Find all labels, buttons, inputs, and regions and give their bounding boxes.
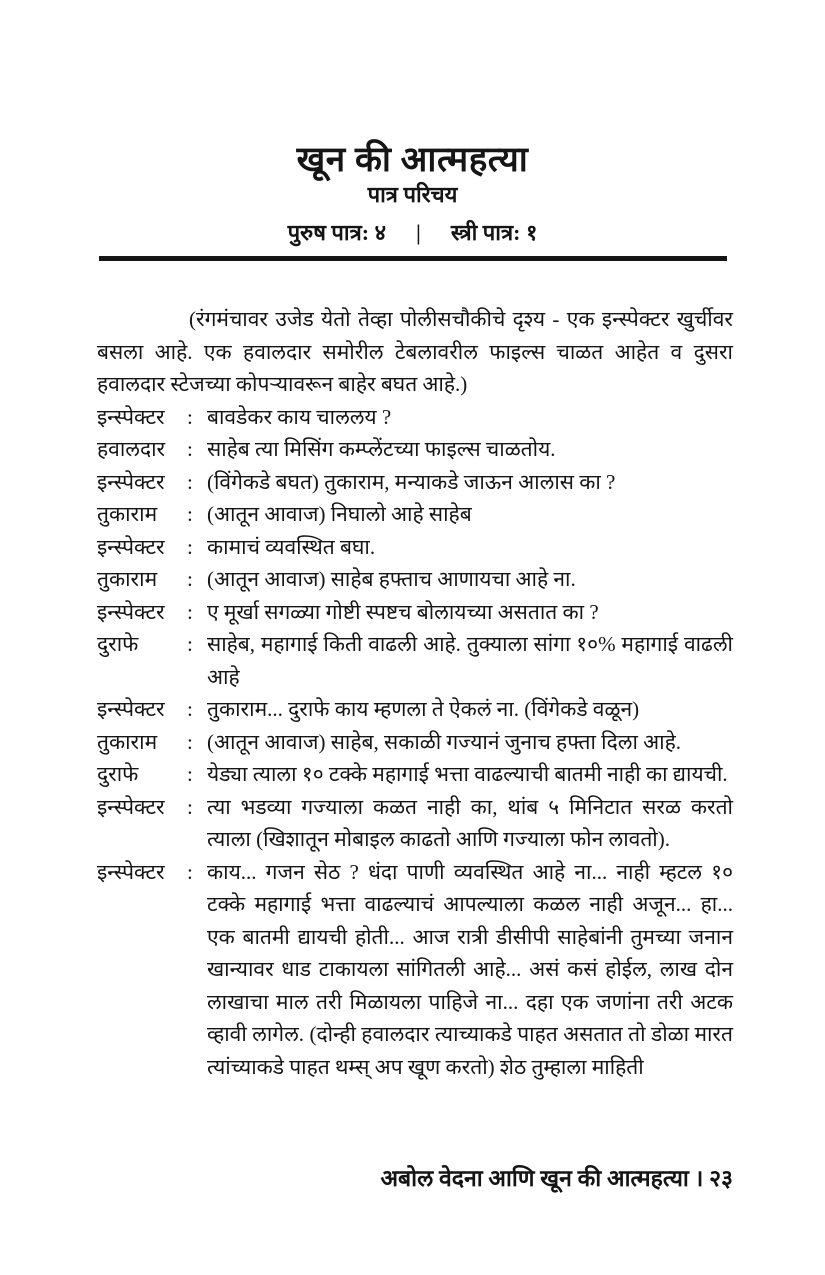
speaker-colon: : [187,697,193,721]
dialog-line [97,856,733,1084]
speech-text: तुकाराम... दुराफे काय म्हणला ते ऐकलं ना. (विंगेकडे वळून) [207,697,640,721]
speaker-name: इन्स्पेक्टर [97,599,165,624]
speech-text: काय... गजन सेठ ? धंदा पाणी व्यवस्थित आहे ना... नाही म्हटल १० टक्के महागाई भत्ता वाढल्याचं आपल्याला कळल नाही अजून... हा... एक बातमी द्यायची होती... आज रात्री डीसीपी साहेबांनी तुमच्या जनान खान्यावर धाड टाकायला सांगितली आहे... असं कसं होईल, लाख दोन लाखाचा माल तरी मिळायला पाहिजे ना... दहा एक जणांना तरी अटक व्हावी लागेल. (दोन्ही हवालदार त्याच्याकडे पाहत असतात तो डोळा मारत त्यांच्याकडे पाहत थम्स् अप खूण करतो) शेठ तुम्हाला माहिती [207,859,733,1079]
dialog-line [97,758,733,791]
running-footer: अबोल वेदना आणि खून की आत्महत्या । २३ [380,1166,733,1191]
speaker-name: तुकाराम [97,567,158,591]
speech-text: (आतून आवाज) साहेब हफ्ताच आणायचा आहे ना. [207,567,576,591]
speech-text: साहेब त्या मिसिंग कम्प्लेंटच्या फाइल्स चाळतोय. [207,437,556,461]
speaker-colon: : [187,794,193,819]
speech-text: (आतून आवाज) साहेब, सकाळी गज्यानं जुनाच हफ्ता दिला आहे. [207,729,681,754]
speaker-name: हवालदार [97,437,166,461]
speaker-colon: : [187,502,193,526]
speaker-colon: : [187,469,193,494]
speech-text: कामाचं व्यवस्थित बघा. [207,534,376,559]
speaker-name: इन्स्पेक्टर [97,404,165,429]
speaker-colon: : [187,762,193,786]
speaker-colon: : [187,599,193,624]
speaker-name: इन्स्पेक्टर [97,859,165,884]
speech-text: (विंगेकडे बघत) तुकाराम, मन्याकडे जाऊन आलास का ? [207,469,616,494]
header-rule [99,256,727,261]
speech-text: येड्या त्याला १० टक्के महागाई भत्ता वाढल्याची बातमी नाही का द्यायची. [207,762,728,786]
dialog-line [97,563,733,596]
stage-direction: (रंगमंचावर उजेड येतो तेव्हा पोलीसचौकीचे दृश्य - एक इन्स्पेक्टर खुर्चीवर बसला आहे. एक हवालदार समोरील टेबलावरील फाइल्स चाळत आहेत व दुसरा हवालदार स्टेजच्या कोपऱ्यावरून बाहेर बघत आहे.) [97,307,733,396]
speaker-name: दुराफे [97,632,139,656]
speaker-colon: : [187,567,193,591]
speaker-name: दुराफे [97,762,139,786]
script-body [97,303,733,1083]
dialog-line [97,433,733,466]
dialog-line [97,596,733,629]
male-cast-count: पुरुष पात्र: ४ [287,220,387,245]
speech-text: ए मूर्खा सगळ्या गोष्टी स्पष्टच बोलायच्या असतात का ? [207,599,599,624]
speaker-name: इन्स्पेक्टर [97,697,165,721]
cast-counts [0,217,825,247]
dialog-line [97,531,733,564]
speaker-colon: : [187,632,193,656]
dialog-line [97,401,733,434]
speaker-colon: : [187,437,193,461]
speech-text: त्या भडव्या गज्याला कळत नाही का, थांब ५ मिनिटात सरळ करतो त्याला (खिशातून मोबाइल काढतो आणि गज्याला फोन लावतो). [207,794,733,851]
speech-text: साहेब, महागाई किती वाढली आहे. तुक्याला सांगा १०% महागाई वाढली आहे [207,632,733,689]
speaker-name: इन्स्पेक्टर [97,534,165,559]
speaker-name: इन्स्पेक्टर [97,469,165,494]
speaker-colon: : [187,404,193,429]
speaker-colon: : [187,534,193,559]
dialog-line [97,498,733,531]
dialog-line [97,466,733,499]
speaker-colon: : [187,729,193,754]
speaker-name: तुकाराम [97,729,158,754]
dialog-line [97,693,733,726]
subtitle-cast-intro: पात्र परिचय [367,182,458,207]
speech-text: बावडेकर काय चाललय ? [207,404,392,429]
cast-separator: | [416,220,421,245]
dialog-line [97,628,733,693]
speaker-name: इन्स्पेक्टर [97,794,165,819]
speaker-name: तुकाराम [97,502,158,526]
female-cast-count: स्त्री पात्र: १ [450,220,538,245]
speaker-colon: : [187,859,193,884]
dialog-line [97,791,733,856]
speech-text: (आतून आवाज) निघालो आहे साहेब [207,502,472,526]
page-title: खून की आत्महत्या [296,140,529,180]
dialog-line [97,726,733,759]
